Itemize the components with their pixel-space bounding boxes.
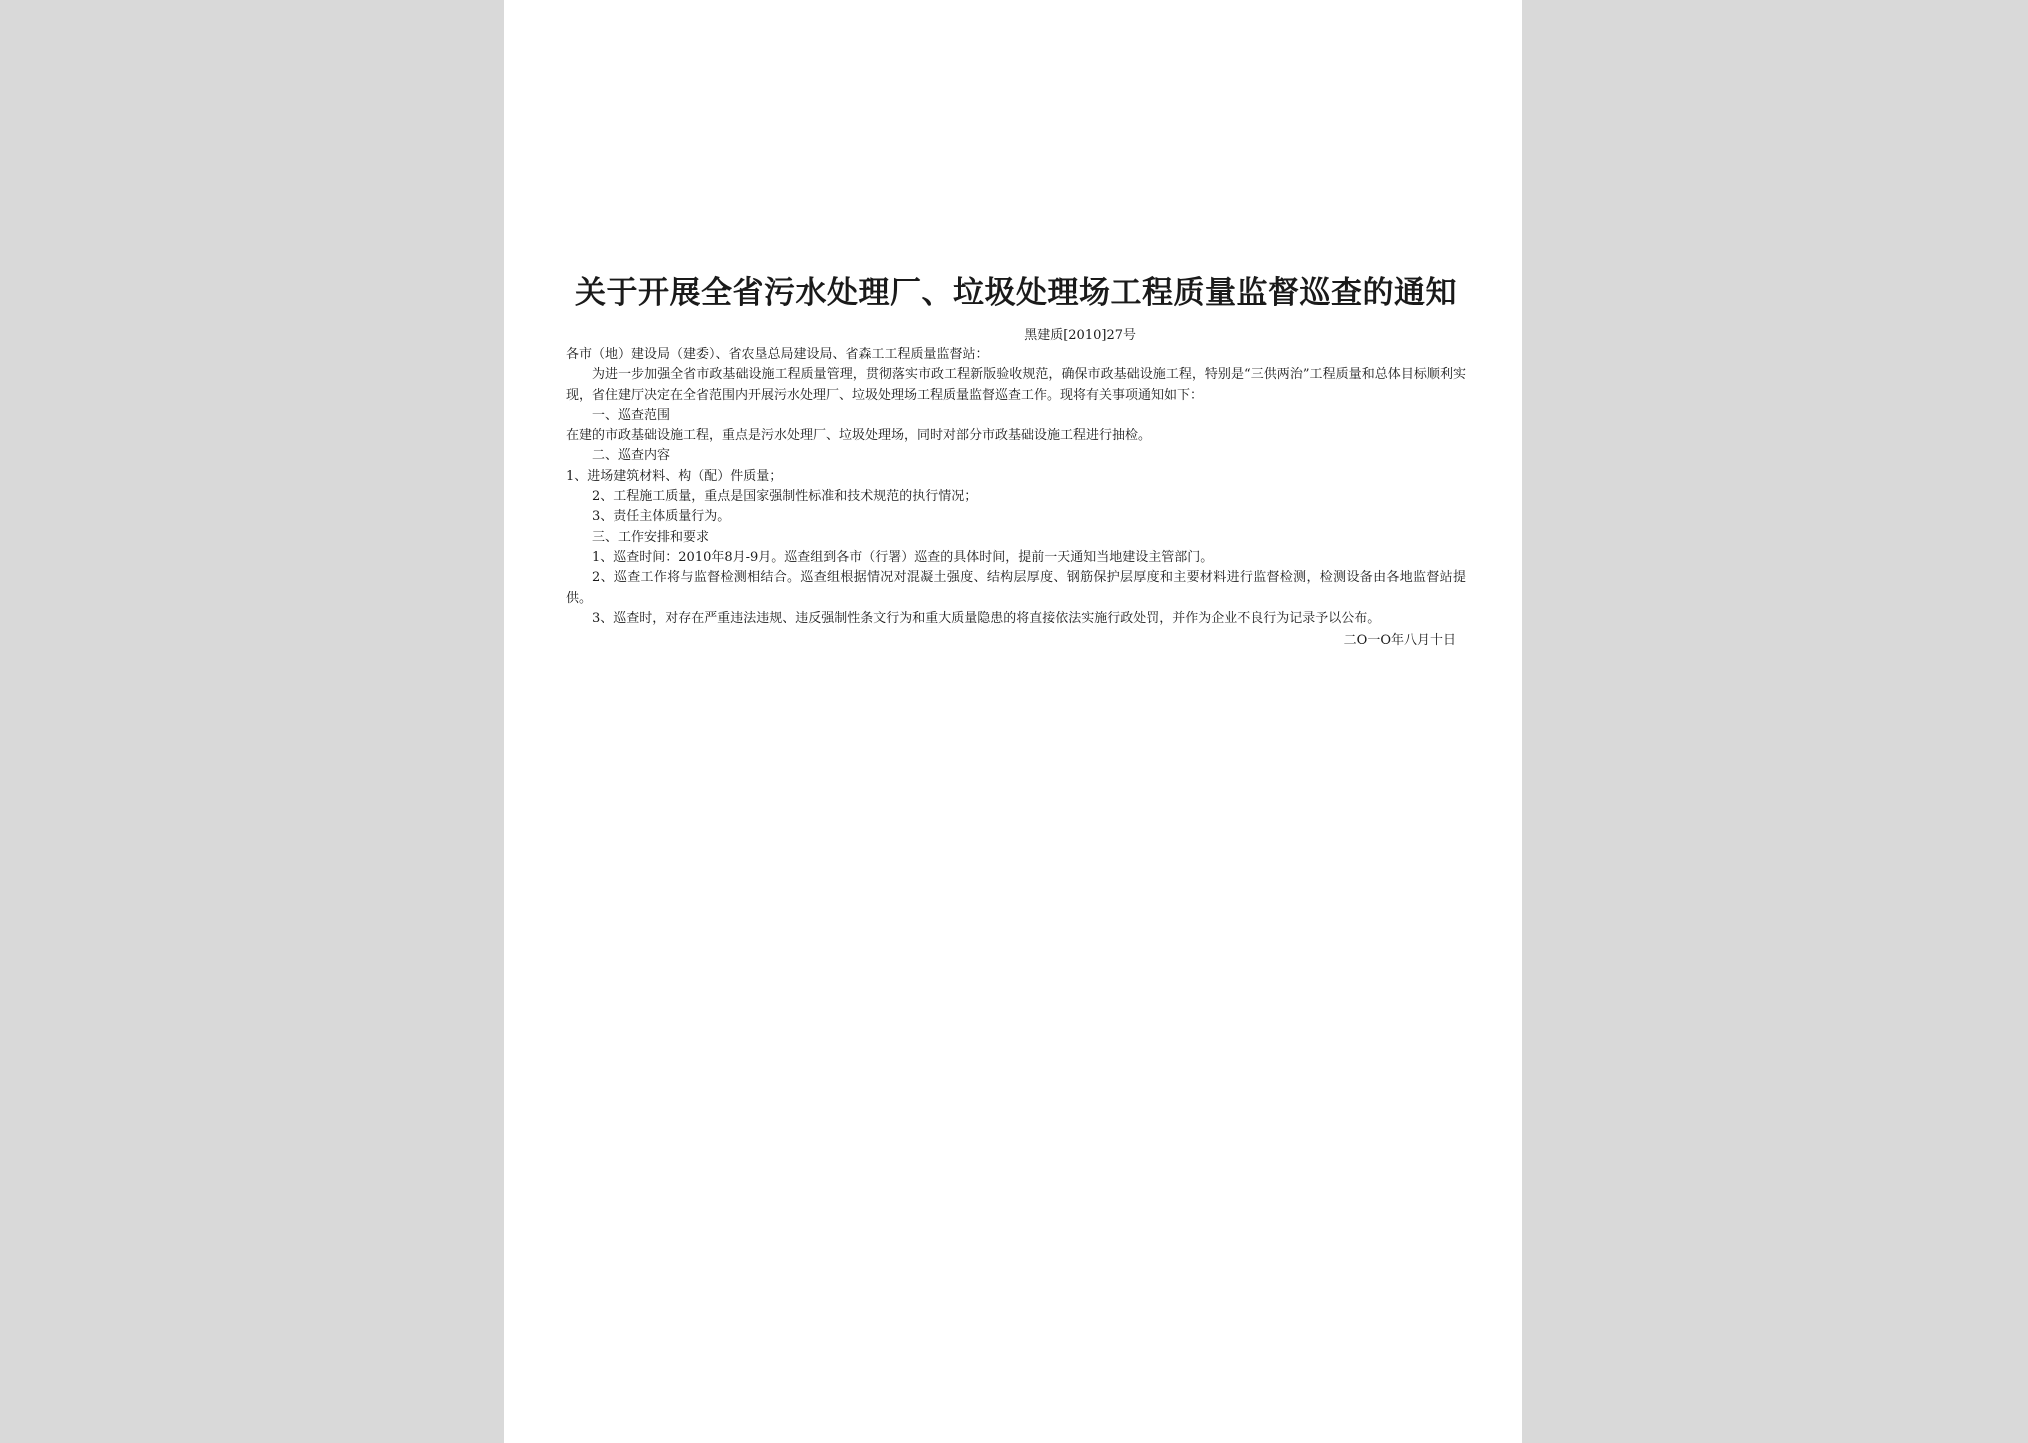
arrangement-item-3: 3、巡查时，对存在严重违法违规、违反强制性条文行为和重大质量隐患的将直接依法实施行政处罚，并作为企业不良行为记录予以公布。 — [592, 610, 1381, 626]
intro-paragraph: 为进一步加强全省市政基础设施工程质量管理，贯彻落实市政工程新版验收规范，确保市政基础设施工程，特别是“三供两治”工程质量和总体目标顺利实现，省住建厅决定在全省范围内开展污水处理厂、垃圾处理场工程质量监督巡查工作。现将有关事项通知如下： — [566, 367, 1466, 403]
document-date: 二O一O年八月十日 — [1343, 633, 1456, 649]
document-content — [566, 272, 1466, 651]
content-item-1: 1、进场建筑材料、构（配）件质量； — [566, 468, 783, 484]
section-heading-arrangements: 三、工作安排和要求 — [592, 529, 710, 545]
content-item-3: 3、责任主体质量行为。 — [592, 509, 731, 525]
arrangement-item-2: 2、巡查工作将与监督检测相结合。巡查组根据情况对混凝土强度、结构层厚度、钢筋保护层厚度和主要材料进行监督检测，检测设备由各地监督站提供。 — [566, 570, 1466, 606]
section-heading-scope: 一、巡查范围 — [592, 407, 671, 423]
scope-paragraph: 在建的市政基础设施工程，重点是污水处理厂、垃圾处理场，同时对部分市政基础设施工程进行抽检。 — [566, 428, 1152, 444]
addressee: 各市（地）建设局（建委）、省农垦总局建设局、省森工工程质量监督站： — [566, 347, 989, 362]
content-item-2: 2、工程施工质量，重点是国家强制性标准和技术规范的执行情况； — [592, 489, 978, 505]
section-heading-content: 二、巡查内容 — [592, 448, 671, 464]
document-page — [504, 0, 1522, 1443]
document-title: 关于开展全省污水处理厂、垃圾处理场工程质量监督巡查的通知 — [575, 275, 1457, 311]
arrangement-item-1: 1、巡查时间：2010年8月-9月。巡查组到各市（行署）巡查的具体时间，提前一天通知当地建设主管部门。 — [592, 549, 1214, 565]
document-number: 黑建质[2010]27号 — [1024, 328, 1136, 343]
